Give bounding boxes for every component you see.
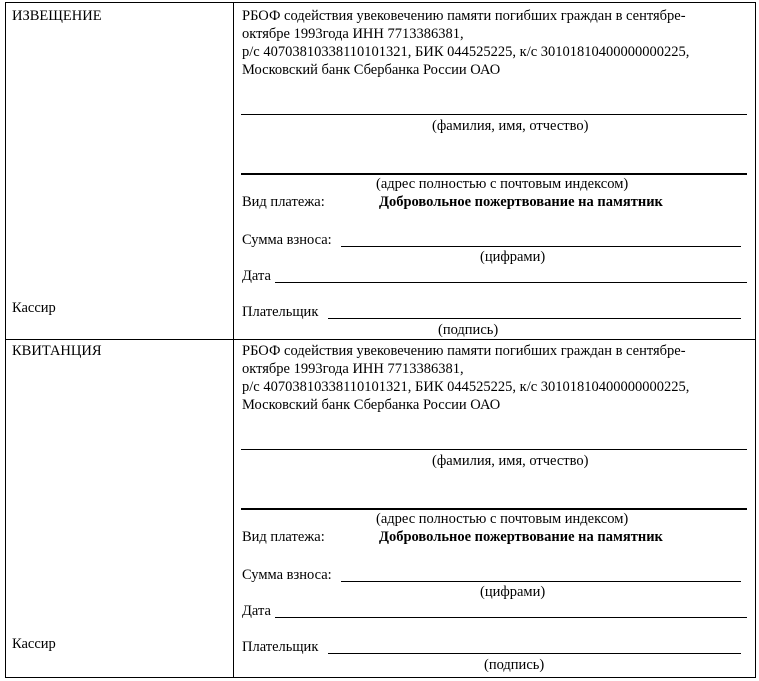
notice-payee-line3: р/с 40703810338110101321, БИК 044525225, к/с 30101810400000000225, <box>242 44 690 60</box>
receipt-fio-field[interactable] <box>241 449 747 450</box>
receipt-payment-type-value: Добровольное пожертвование на памятник <box>379 529 663 545</box>
notice-amount-caption: (цифрами) <box>480 249 546 265</box>
receipt-amount-caption: (цифрами) <box>480 584 546 600</box>
receipt-payer-label: Плательщик <box>242 639 319 655</box>
notice-address-field[interactable] <box>241 173 747 175</box>
receipt-amount-field[interactable] <box>341 581 741 582</box>
payment-form <box>5 2 756 678</box>
notice-payment-type-label: Вид платежа: <box>242 194 325 210</box>
receipt-cashier-label: Кассир <box>12 636 56 652</box>
notice-payee-line2: октябре 1993года ИНН 7713386381, <box>242 26 464 42</box>
notice-signature-caption: (подпись) <box>438 322 499 338</box>
notice-fio-field[interactable] <box>241 114 747 115</box>
receipt-date-label: Дата <box>242 603 271 619</box>
notice-payee-line4: Московский банк Сбербанка России ОАО <box>242 62 501 78</box>
notice-cashier-label: Кассир <box>12 300 56 316</box>
receipt-address-caption: (адрес полностью с почтовым индексом) <box>376 511 629 527</box>
receipt-date-field[interactable] <box>275 617 747 618</box>
notice-date-label: Дата <box>242 268 271 284</box>
notice-amount-label: Сумма взноса: <box>242 232 332 248</box>
notice-fio-caption: (фамилия, имя, отчество) <box>432 118 589 134</box>
notice-address-caption: (адрес полностью с почтовым индексом) <box>376 176 629 192</box>
receipt-title: КВИТАНЦИЯ <box>12 343 102 359</box>
receipt-payee-line4: Московский банк Сбербанка России ОАО <box>242 397 501 413</box>
receipt-signature-caption: (подпись) <box>484 657 545 673</box>
column-divider <box>233 3 234 677</box>
notice-title: ИЗВЕЩЕНИЕ <box>12 8 102 24</box>
receipt-payment-type-label: Вид платежа: <box>242 529 325 545</box>
notice-date-field[interactable] <box>275 282 747 283</box>
receipt-address-field[interactable] <box>241 508 747 510</box>
receipt-amount-label: Сумма взноса: <box>242 567 332 583</box>
receipt-fio-caption: (фамилия, имя, отчество) <box>432 453 589 469</box>
notice-payee-line1: РБОФ содействия увековечению памяти погибших граждан в сентябре- <box>242 8 686 24</box>
receipt-payee-line1: РБОФ содействия увековечению памяти погибших граждан в сентябре- <box>242 343 686 359</box>
receipt-payee-line3: р/с 40703810338110101321, БИК 044525225, к/с 30101810400000000225, <box>242 379 690 395</box>
receipt-payer-signature-field[interactable] <box>328 653 741 654</box>
notice-payer-signature-field[interactable] <box>328 318 741 319</box>
receipt-payee-line2: октябре 1993года ИНН 7713386381, <box>242 361 464 377</box>
notice-payment-type-value: Добровольное пожертвование на памятник <box>379 194 663 210</box>
notice-payer-label: Плательщик <box>242 304 319 320</box>
notice-amount-field[interactable] <box>341 246 741 247</box>
section-divider <box>6 339 755 340</box>
